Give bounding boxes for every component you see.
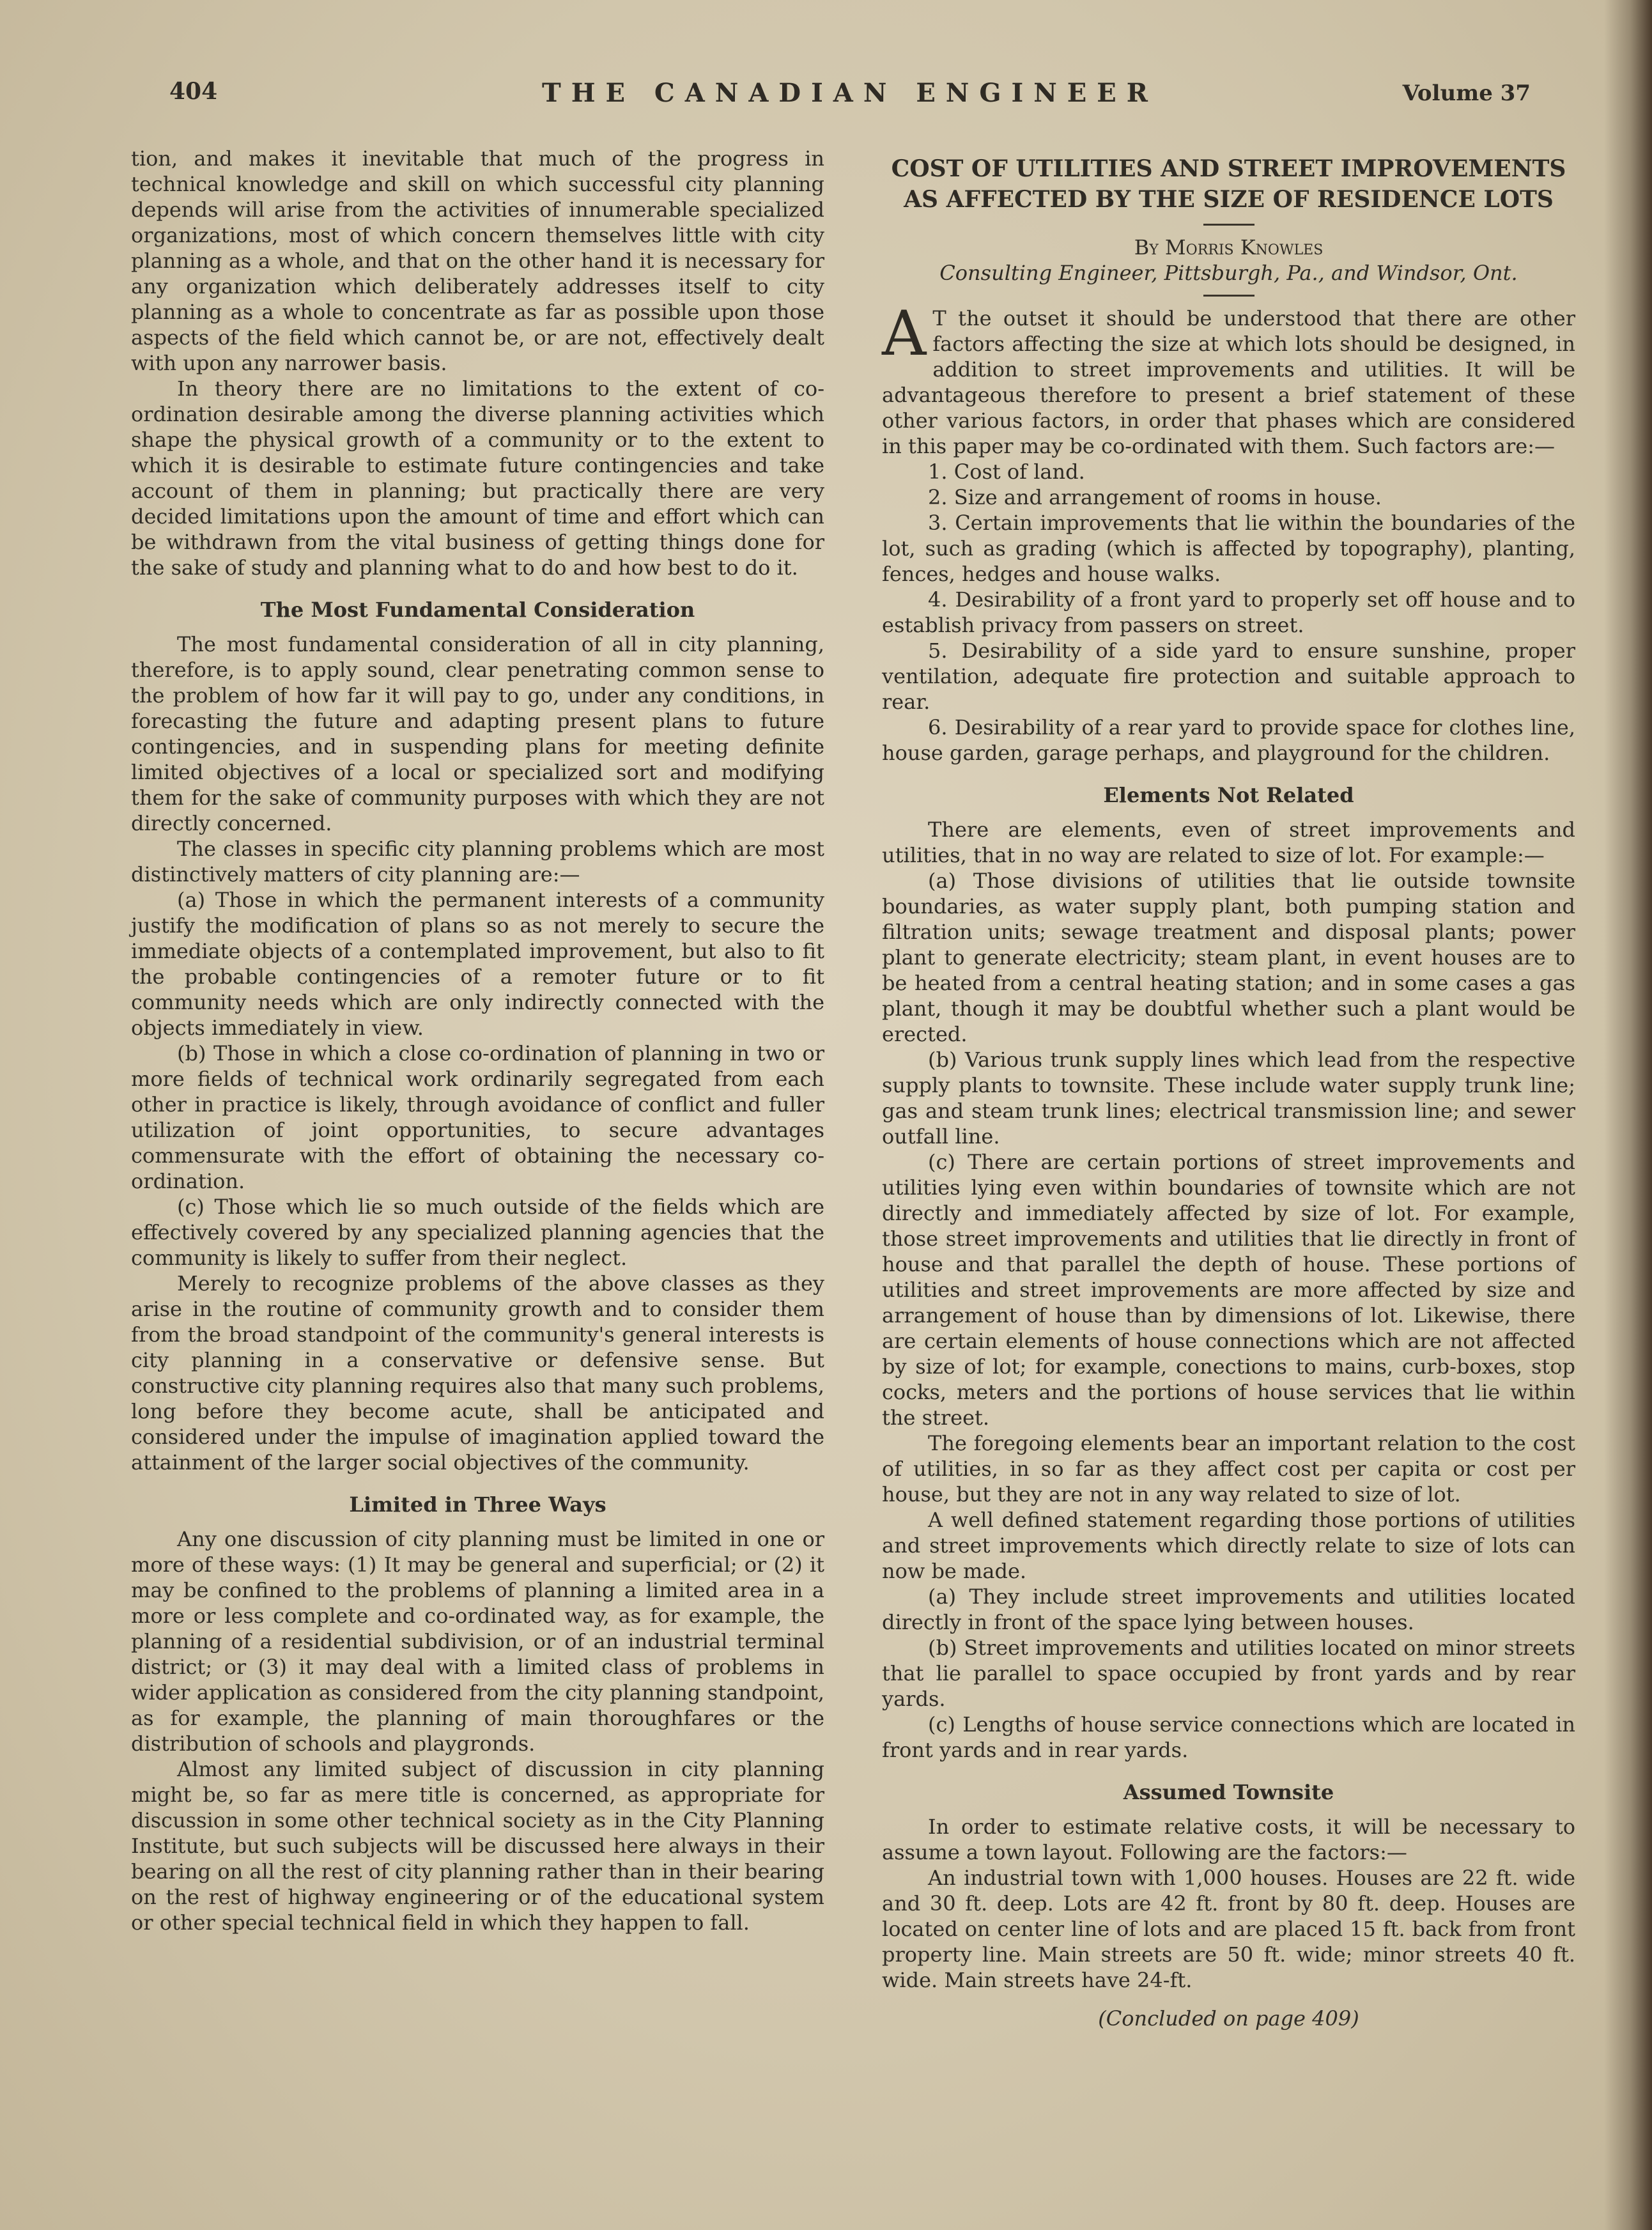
paragraph: (c) Lengths of house service connections which are located in front yards and in rear yards. [882, 1712, 1575, 1762]
right-column [882, 146, 1575, 2031]
paragraph: There are elements, even of street improvements and utilities, that in no way are related to size of lot. For example:— [882, 817, 1575, 867]
page-number: 404 [169, 78, 218, 105]
list-item: 2. Size and arrangement of rooms in house. [928, 485, 1382, 509]
paragraph: (b) Those in which a close co-ordination of planning in two or more fields of technical work ordinarily segregated from each other in practice is likely, through avoidance of conflict and fuller utilization of joint opportunities, to secure advantages commensurate with the effort of obtaining the necessary co-ordination. [131, 1041, 824, 1193]
paragraph: (c) Those which lie so much outside of the fields which are effectively covered by any specialized planning agencies that the community is likely to suffer from their neglect. [131, 1195, 824, 1270]
paragraph: A well defined statement regarding those portions of utilities and street improvements which directly relate to size of lots can now be made. [882, 1508, 1575, 1583]
paragraph: (b) Street improvements and utilities located on minor streets that lie parallel to space occupied by front yards and by rear yards. [882, 1636, 1575, 1711]
author-affiliation: Consulting Engineer, Pittsburgh, Pa., and Windsor, Ont. [939, 261, 1518, 285]
list-item: 5. Desirability of a side yard to ensure sunshine, proper ventilation, adequate fire protection and suitable approach to rear. [882, 639, 1575, 714]
paragraph: In theory there are no limitations to the extent of co-ordination desirable among the diverse planning activities which shape the physical growth of a community or to the extent to which it is desirable to estimate future contingencies and take account of them in planning; but practically there are very decided limitations upon the amount of time and effort which can be withdrawn from the vital business of getting things done for the sake of study and planning what to do and how best to do it. [131, 376, 824, 580]
paragraph: (a) Those in which the permanent interests of a community justify the modification of plans so as not merely to secure the immediate objects of a contemplated improvement, but also to fit the probable contingencies of a remoter future or to fit community needs which are only indirectly connected with the objects immediately in view. [131, 888, 824, 1040]
section-heading: The Most Fundamental Consideration [260, 598, 695, 622]
paragraph: (b) Various trunk supply lines which lead from the respective supply plants to townsite. These include water supply trunk line; gas and steam trunk lines; electrical transmission line; and sewer outfall line. [882, 1048, 1575, 1149]
left-column [131, 146, 824, 1935]
article-title: COST OF UTILITIES AND STREET IMPROVEMENTS AS AFFECTED BY THE SIZE OF RESIDENCE LOTS [891, 155, 1566, 213]
divider [1203, 224, 1254, 226]
paragraph: An industrial town with 1,000 houses. Houses are 22 ft. wide and 30 ft. deep. Lots are 42 ft. front by 80 ft. deep. Houses are located on center line of lots and are placed 15 ft. back from front property line. Main streets are 50 ft. wide; minor streets 40 ft. wide. Main streets have 24-ft. [882, 1866, 1575, 1992]
author-byline: By Morris Knowles [1134, 235, 1324, 259]
paragraph: Merely to recognize problems of the above classes as they arise in the routine of community growth and to consider them from the broad standpoint of the community's general interests is city planning in a conservative or defensive sense. But constructive city planning requires also that many such problems, long before they become acute, shall be anticipated and considered under the impulse of imagination applied toward the attainment of the larger social objectives of the community. [131, 1271, 824, 1475]
paragraph: Almost any limited subject of discussion in city planning might be, so far as mere title is concerned, as appropriate for discussion in some other technical society as in the City Planning Institute, but such subjects will be discussed here always in their bearing on all the rest of city planning rather than in their bearing on the rest of highway engineering or of the educational system or other special technical field in which they happen to fall. [131, 1757, 824, 1935]
paragraph: (a) They include street improvements and utilities located directly in front of the space lying between houses. [882, 1584, 1575, 1634]
intro-text: T the outset it should be understood that there are other factors affecting the size at which lots should be designed, in addition to street improvements and utilities. It will be advantageous therefore to present a brief statement of these other various factors, in order that phases which are considered in this paper may be co-ordinated with them. Such factors are:— [882, 306, 1575, 458]
list-item: 3. Certain improvements that lie within the boundaries of the lot, such as grading (which is affected by topography), planting, fences, hedges and house walks. [882, 511, 1575, 586]
paragraph: (a) Those divisions of utilities that lie outside townsite boundaries, as water supply plant, both pumping station and filtration units; sewage treatment and disposal plants; power plant to generate electricity; steam plant, in event houses are to be heated from a central heating station; and in some cases a gas plant, though it may be doubtful whether such a plant would be erected. [882, 869, 1575, 1046]
volume-label: Volume 37 [1402, 81, 1531, 106]
list-item: 1. Cost of land. [928, 460, 1085, 484]
paragraph: The most fundamental consideration of all in city planning, therefore, is to apply sound, clear penetrating common sense to the problem of how far it will pay to go, under any conditions, in forecasting the future and adapting present plans to future contingencies, and in suspending plans for meeting definite limited objectives of a local or specialized sort and modifying them for the sake of community purposes with which they are not directly concerned. [131, 632, 824, 835]
section-heading: Limited in Three Ways [349, 1492, 606, 1517]
list-item: 6. Desirability of a rear yard to provide space for clothes line, house garden, garage perhaps, and playground for the children. [882, 715, 1575, 765]
paragraph: The foregoing elements bear an important relation to the cost of utilities, in so far as they affect cost per capita or cost per house, but they are not in any way related to size of lot. [882, 1431, 1575, 1506]
book-spine-shadow [1604, 0, 1652, 2230]
paragraph: tion, and makes it inevitable that much of the progress in technical knowledge and skill on which successful city planning depends will arise from the activities of innumerable specialized organizations, most of which concern themselves little with city planning as a whole, and that on the other hand it is necessary for any organization which deliberately addresses itself to city planning as a whole to concentrate as far as possible upon those aspects of the field which cannot be, or are not, effectively dealt with upon any narrower basis. [131, 146, 824, 375]
paragraph: Any one discussion of city planning must be limited in one or more of these ways: (1) It may be general and superficial; or (2) it may be confined to the problems of planning a limited area in a more or less complete and co-ordinated way, as for example, the planning of a residential subdivision, or of an industrial terminal district; or (3) it may deal with a limited class of problems in wider application as considered from the city planning standpoint, as for example, the planning of main thoroughfares or the distribution of schools and playgronds. [131, 1527, 824, 1756]
continuation-note: (Concluded on page 409) [1098, 2006, 1359, 2031]
section-heading: Assumed Townsite [1123, 1780, 1334, 1804]
drop-cap: A [882, 298, 927, 369]
journal-title: THE CANADIAN ENGINEER [541, 78, 1159, 108]
paragraph: (c) There are certain portions of street improvements and utilities lying even within boundaries of townsite which are not directly and immediately affected by size of lot. For example, those street improvements and utilities that lie directly in front of house and that parallel the depth of house. These portions of utilities and street improvements are more affected by size and arrangement of house than by dimensions of lot. Likewise, there are certain elements of house connections which are not affected by size of lot; for example, conections to mains, curb-boxes, stop cocks, meters and the portions of house services that lie within the street. [882, 1150, 1575, 1430]
paragraph: The classes in specific city planning problems which are most distinctively matters of city planning are:— [131, 837, 824, 887]
paragraph: In order to estimate relative costs, it will be necessary to assume a town layout. Following are the factors:— [882, 1815, 1575, 1864]
running-header [169, 78, 1531, 116]
intro-paragraph [882, 298, 1575, 459]
section-heading: Elements Not Related [1103, 783, 1354, 807]
list-item: 4. Desirability of a front yard to properly set off house and to establish privacy from passers on street. [882, 587, 1575, 637]
divider [1203, 295, 1254, 297]
